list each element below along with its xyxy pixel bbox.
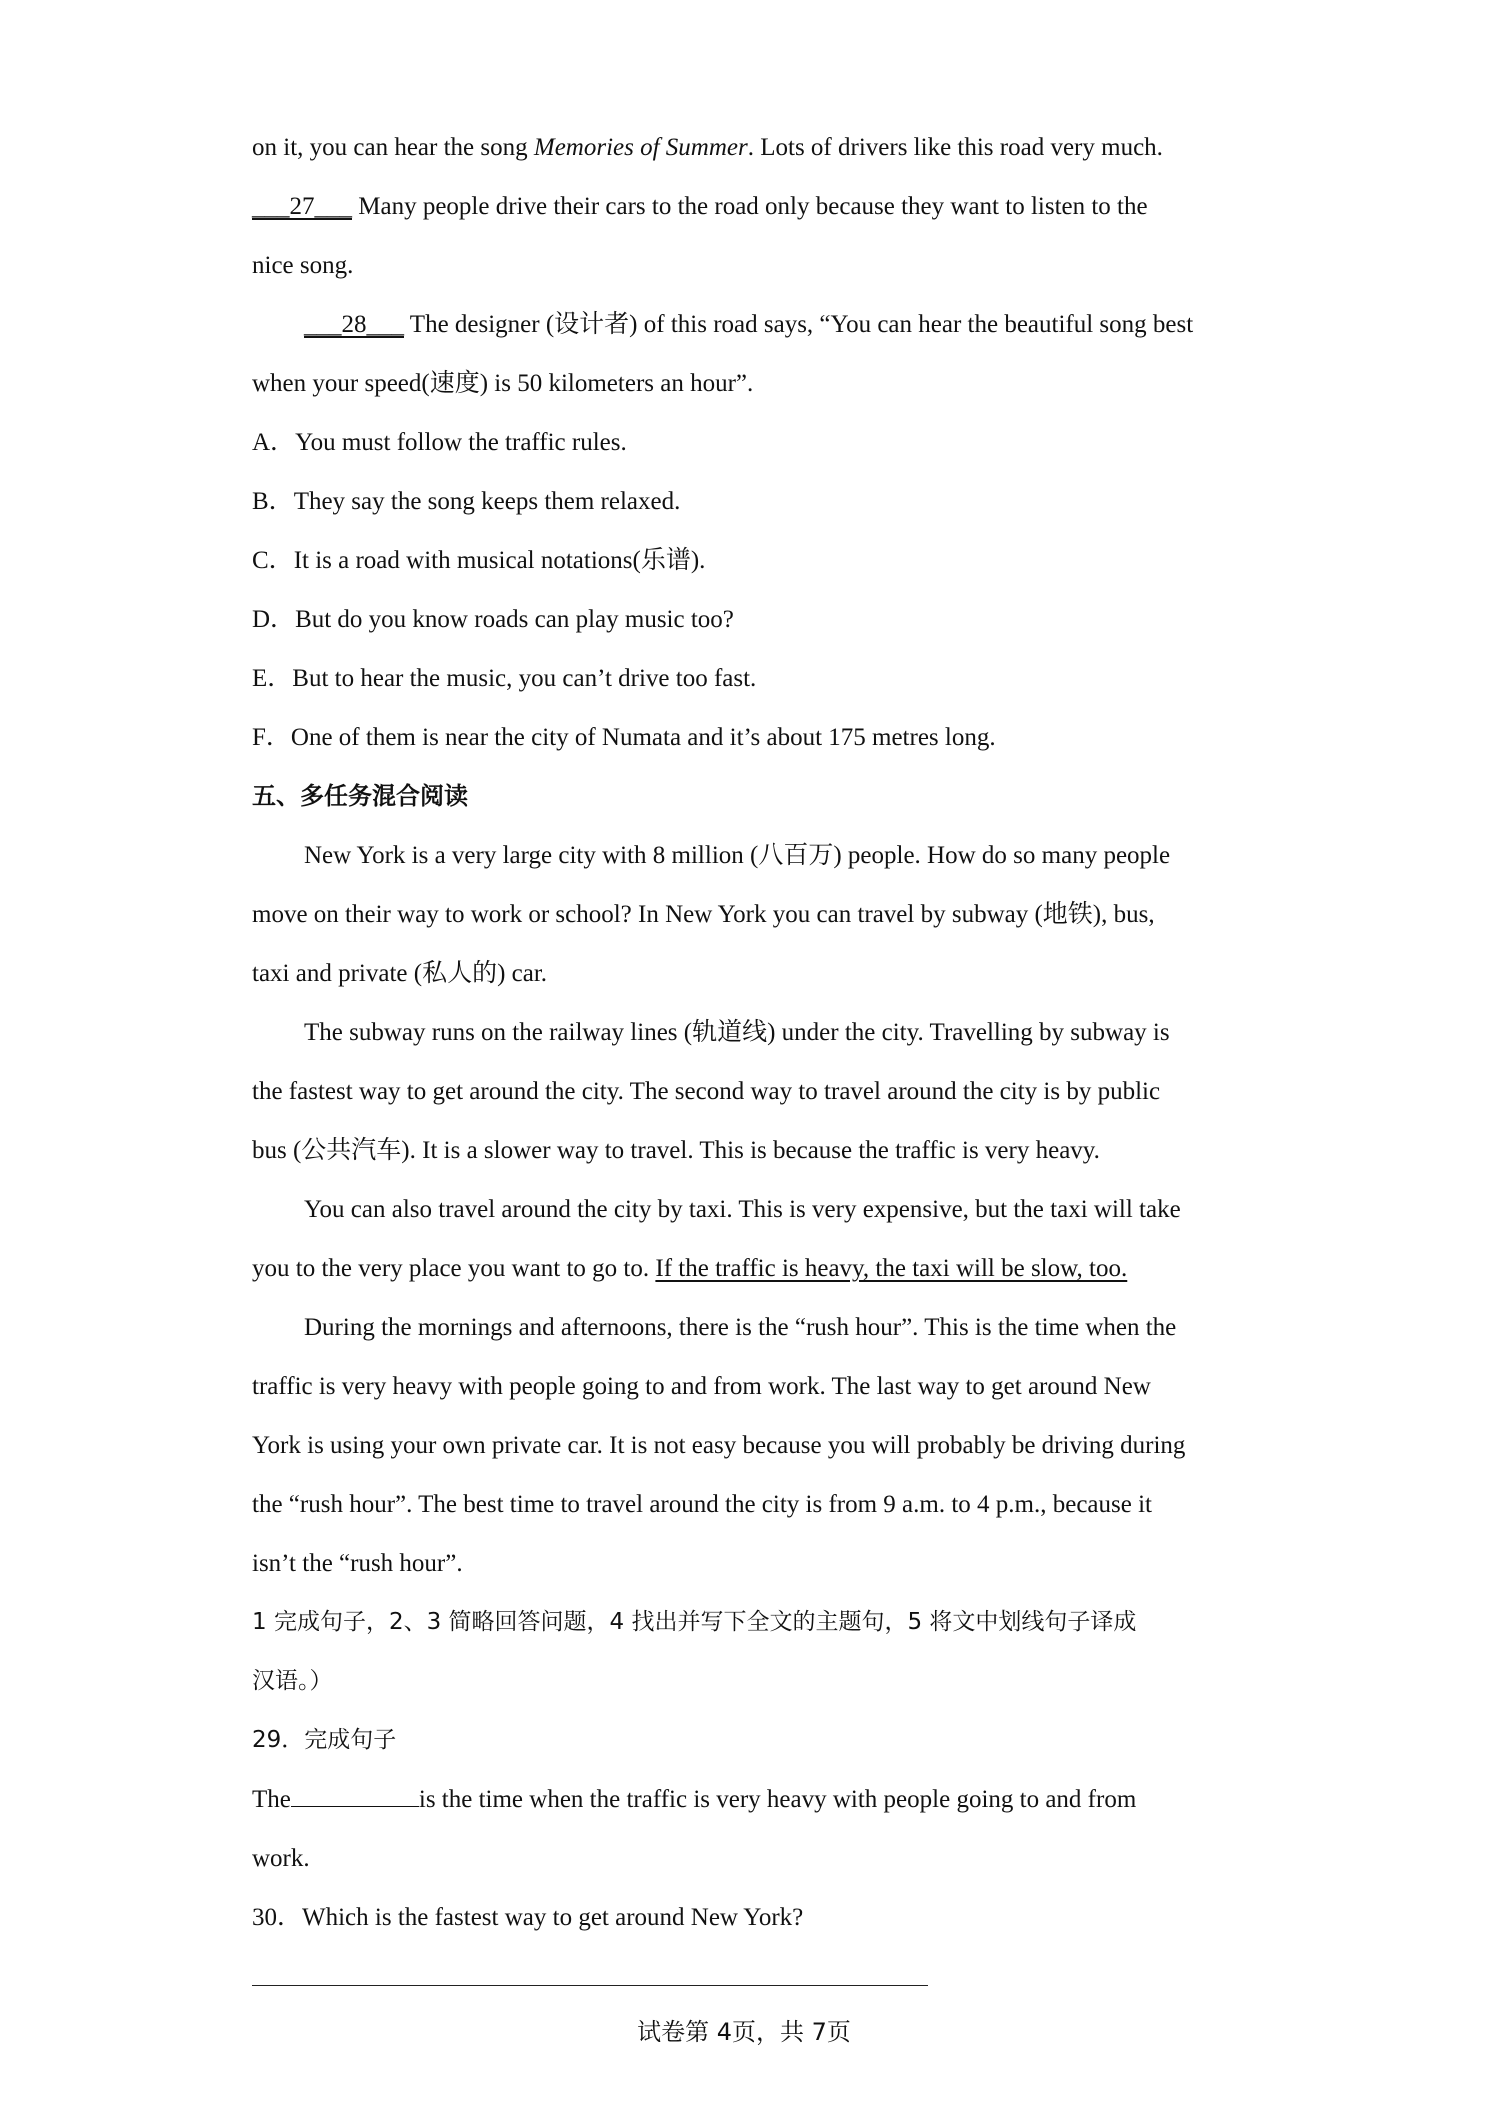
question-29-sentence bbox=[252, 1770, 1252, 1829]
paragraph-line: the fastest way to get around the city. The second way to travel around the city is by public bbox=[252, 1078, 1161, 1105]
paragraph-line: You can also travel around the city by taxi. This is very expensive, but the taxi will take bbox=[304, 1196, 1181, 1223]
option-label: B． bbox=[252, 488, 294, 515]
passage-line bbox=[252, 295, 1252, 354]
option-text: But to hear the music, you can’t drive too fast. bbox=[292, 665, 757, 692]
paragraph-line: bus (公共汽车). It is a slower way to travel. This is because the traffic is very heavy. bbox=[252, 1137, 1100, 1164]
passage-line bbox=[252, 177, 1252, 236]
paragraph-line: isn’t the “rush hour”. bbox=[252, 1550, 463, 1577]
blank-27: ___27___ bbox=[252, 193, 352, 220]
option-d bbox=[252, 590, 1252, 649]
option-label: C． bbox=[252, 547, 294, 574]
underlined-sentence: If the traffic is heavy, the taxi will be slow, too. bbox=[655, 1255, 1128, 1282]
question-29-label: 29．完成句子 bbox=[252, 1727, 397, 1753]
blank-28: ___28___ bbox=[304, 311, 404, 338]
answer-blank[interactable] bbox=[291, 1778, 419, 1807]
option-label: A． bbox=[252, 429, 296, 456]
page-content bbox=[252, 118, 1252, 1947]
option-text: They say the song keeps them relaxed. bbox=[293, 488, 681, 515]
paragraph-line: taxi and private (私人的) car. bbox=[252, 960, 548, 987]
option-text: You must follow the traffic rules. bbox=[295, 429, 627, 456]
question-29-line2: work. bbox=[252, 1845, 310, 1872]
passage-text: The designer (设计者) of this road says, “You can hear the beautiful song best bbox=[404, 311, 1194, 338]
paragraph-line: The subway runs on the railway lines (轨道线) under the city. Travelling by subway is bbox=[304, 1019, 1170, 1046]
paragraph-line: move on their way to work or school? In New York you can travel by subway (地铁), bus, bbox=[252, 901, 1155, 928]
paragraph-line: traffic is very heavy with people going to and from work. The last way to get around New bbox=[252, 1373, 1151, 1400]
passage-line: nice song. bbox=[252, 252, 354, 279]
task-instructions: 汉语。） bbox=[252, 1668, 333, 1694]
option-a bbox=[252, 413, 1252, 472]
paragraph-line: During the mornings and afternoons, there is the “rush hour”. This is the time when the bbox=[304, 1314, 1177, 1341]
question-text: The bbox=[252, 1786, 291, 1813]
option-b bbox=[252, 472, 1252, 531]
paragraph-text: you to the very place you want to go to. bbox=[252, 1255, 656, 1282]
option-label: D． bbox=[252, 606, 296, 633]
question-text: is the time when the traffic is very heavy with people going to and from bbox=[418, 1786, 1137, 1813]
paragraph-line: New York is a very large city with 8 million (八百万) people. How do so many people bbox=[304, 842, 1171, 869]
paragraph-line: York is using your own private car. It is not easy because you will probably be driving during bbox=[252, 1432, 1186, 1459]
paragraph-line: the “rush hour”. The best time to travel around the city is from 9 a.m. to 4 p.m., because it bbox=[252, 1491, 1152, 1518]
task-instructions: 1 完成句子，2、3 简略回答问题，4 找出并写下全文的主题句，5 将文中划线句子译成 bbox=[252, 1609, 1137, 1635]
option-e bbox=[252, 649, 1252, 708]
passage-text: on it, you can hear the song bbox=[252, 134, 534, 161]
page-footer: 试卷第 4页，共 7页 bbox=[637, 2018, 851, 2046]
option-text: It is a road with musical notations(乐谱). bbox=[293, 547, 706, 574]
passage-text: . Lots of drivers like this road very much. bbox=[747, 134, 1163, 161]
option-c bbox=[252, 531, 1252, 590]
option-label: F． bbox=[252, 724, 291, 751]
option-label: E． bbox=[252, 665, 293, 692]
option-text: One of them is near the city of Numata and it’s about 175 metres long. bbox=[290, 724, 996, 751]
passage-text: Many people drive their cars to the road only because they want to listen to the bbox=[352, 193, 1148, 220]
passage-line bbox=[252, 118, 1252, 177]
paragraph-line bbox=[252, 1239, 1252, 1298]
section-title: 五、多任务混合阅读 bbox=[252, 782, 468, 810]
option-text: But do you know roads can play music too? bbox=[295, 606, 734, 633]
question-30: 30．Which is the fastest way to get around New York? bbox=[252, 1904, 804, 1931]
song-title: Memories of Summer bbox=[533, 134, 748, 161]
passage-line: when your speed(速度) is 50 kilometers an hour”. bbox=[252, 370, 754, 397]
answer-line[interactable] bbox=[252, 1985, 928, 1986]
option-f bbox=[252, 708, 1252, 767]
